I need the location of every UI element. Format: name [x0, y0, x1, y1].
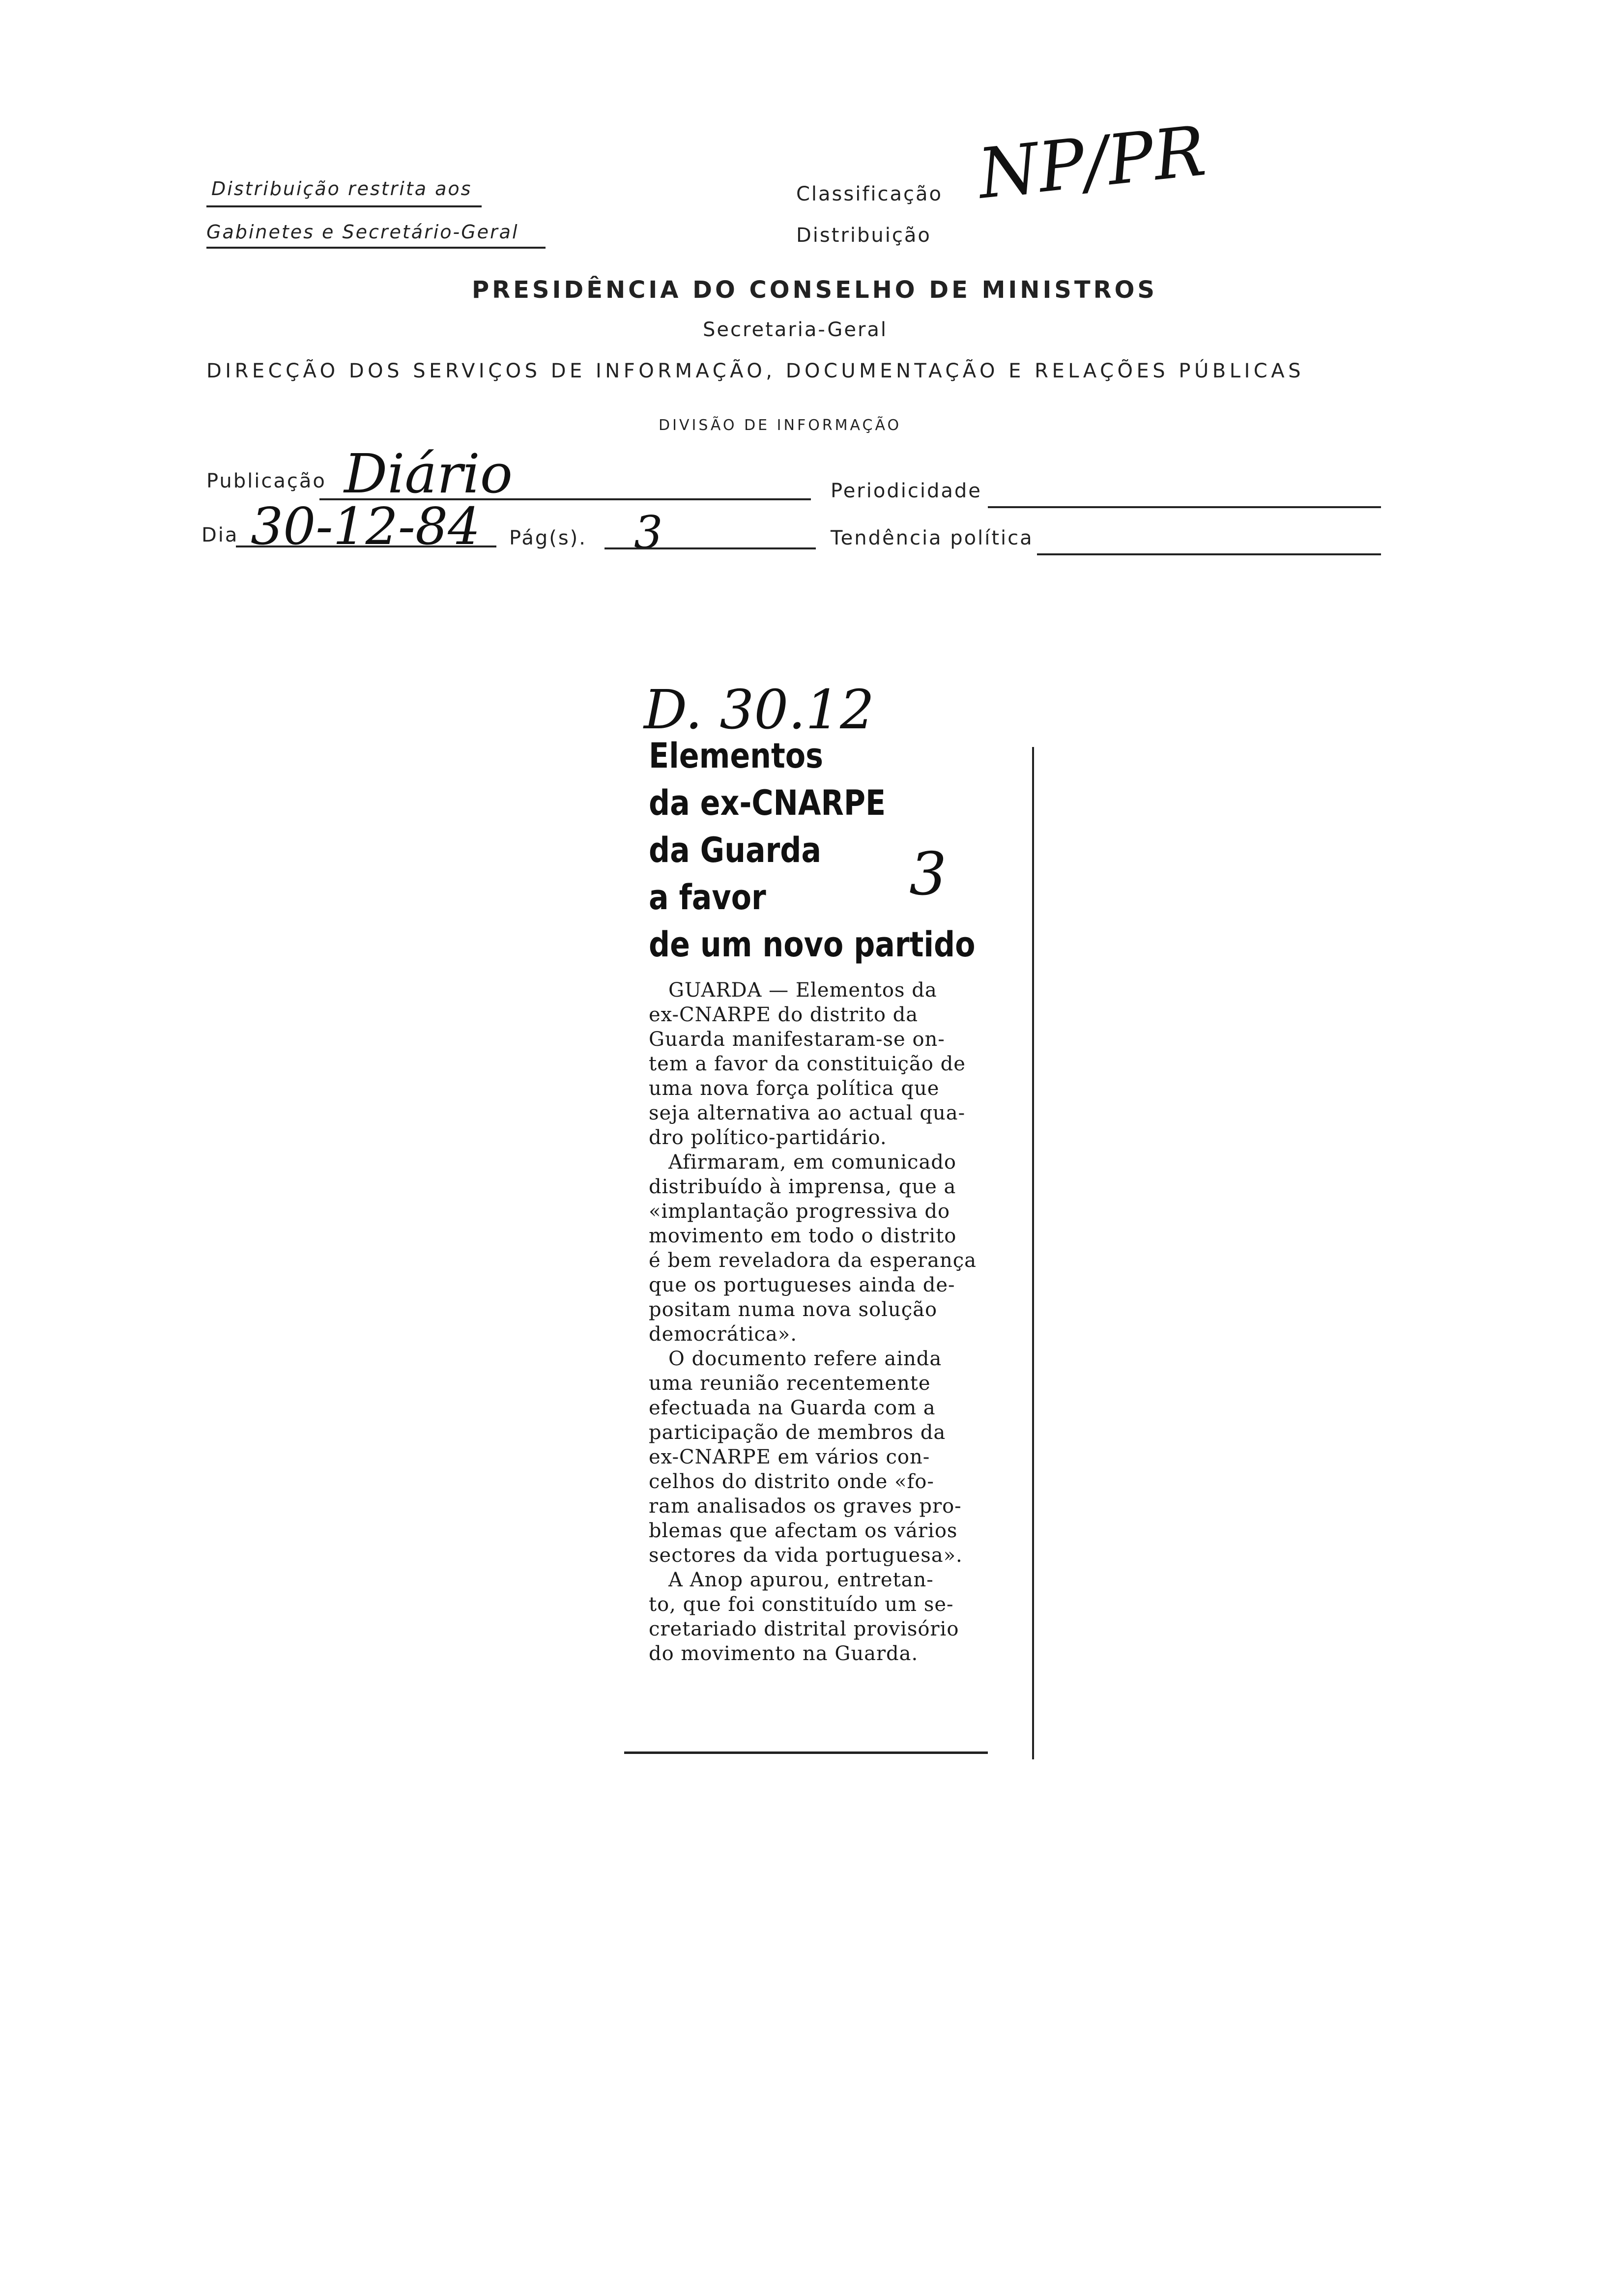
body-line: uma reunião recentemente: [649, 1372, 931, 1395]
body-line: é bem reveladora da esperança: [649, 1249, 977, 1272]
headline-line: Elementos: [649, 736, 823, 776]
headline-line: da Guarda: [649, 830, 821, 870]
body-line: tem a favor da constituição de: [649, 1053, 966, 1075]
body-line: dro político-partidário.: [649, 1126, 887, 1149]
body-line: celhos do distrito onde «fo-: [649, 1470, 934, 1493]
body-line: movimento em todo o distrito: [649, 1225, 957, 1247]
restriction-line-1: Distribuição restrita aos: [211, 178, 472, 200]
body-line: ex-CNARPE do distrito da: [649, 1004, 919, 1026]
headline: [649, 732, 1029, 968]
body-line: que os portugueses ainda de-: [649, 1274, 955, 1296]
body-line: Guarda manifestaram-se on-: [649, 1028, 945, 1051]
column-rule: [1032, 747, 1034, 1759]
distribution-label: Distribuição: [796, 224, 931, 247]
body-line: distribuído à imprensa, que a: [649, 1176, 956, 1198]
handwritten-page-note: 3: [909, 840, 947, 909]
tendency-underline: [1037, 553, 1381, 555]
newspaper-clipping: [614, 678, 1027, 1759]
classification-label: Classificação: [796, 183, 943, 205]
restriction-underline-2: [206, 247, 546, 249]
body-line: GUARDA — Elementos da: [668, 979, 937, 1002]
day-label: Dia: [202, 524, 239, 546]
pages-label: Pág(s).: [509, 527, 587, 549]
periodicity-label: Periodicidade: [831, 480, 982, 502]
headline-line: da ex-CNARPE: [649, 783, 886, 823]
body-line: ex-CNARPE em vários con-: [649, 1446, 930, 1468]
restriction-underline-1: [206, 205, 482, 207]
secretariat-title: Secretaria-Geral: [703, 318, 888, 341]
body-line: ram analisados os graves pro-: [649, 1495, 962, 1518]
body-line: democrática».: [649, 1323, 797, 1346]
pages-underline: [604, 547, 816, 549]
pages-value: 3: [634, 506, 663, 559]
handwritten-source-note: D. 30.12: [644, 678, 875, 741]
periodicity-underline: [988, 506, 1381, 508]
body-line: cretariado distrital provisório: [649, 1618, 959, 1640]
body-line: «implantação progressiva do: [649, 1200, 950, 1223]
body-line: Afirmaram, em comunicado: [668, 1151, 956, 1174]
body-line: efectuada na Guarda com a: [649, 1397, 936, 1419]
body-line: O documento refere ainda: [668, 1348, 942, 1370]
organization-title: PRESIDÊNCIA DO CONSELHO DE MINISTROS: [472, 276, 1157, 304]
restriction-line-2: Gabinetes e Secretário-Geral: [206, 221, 519, 243]
body-line: uma nova força política que: [649, 1077, 940, 1100]
classification-value: NP/PR: [974, 111, 1209, 215]
publication-value: Diário: [344, 442, 513, 505]
headline-line: de um novo partido: [649, 924, 976, 965]
publication-label: Publicação: [206, 470, 326, 492]
day-value: 30-12-84: [251, 496, 481, 556]
headline-line: a favor: [649, 877, 766, 918]
body-line: participação de membros da: [649, 1421, 946, 1444]
day-underline: [236, 545, 496, 547]
body-line: sectores da vida portuguesa».: [649, 1544, 963, 1567]
body-line: do movimento na Guarda.: [649, 1642, 919, 1665]
body-line: seja alternativa ao actual qua-: [649, 1102, 966, 1124]
clipping-bottom-rule: [624, 1751, 988, 1754]
body-line: positam numa nova solução: [649, 1298, 938, 1321]
tendency-label: Tendência política: [831, 527, 1034, 549]
body-line: blemas que afectam os vários: [649, 1520, 958, 1542]
body-line: A Anop apurou, entretan-: [668, 1569, 934, 1591]
directorate-title: DIRECÇÃO DOS SERVIÇOS DE INFORMAÇÃO, DOCUMENTAÇÃO E RELAÇÕES PÚBLICAS: [206, 360, 1304, 382]
body-line: to, que foi constituído um se-: [649, 1593, 954, 1616]
division-title: DIVISÃO DE INFORMAÇÃO: [659, 417, 902, 434]
article-body: [649, 978, 1012, 1666]
